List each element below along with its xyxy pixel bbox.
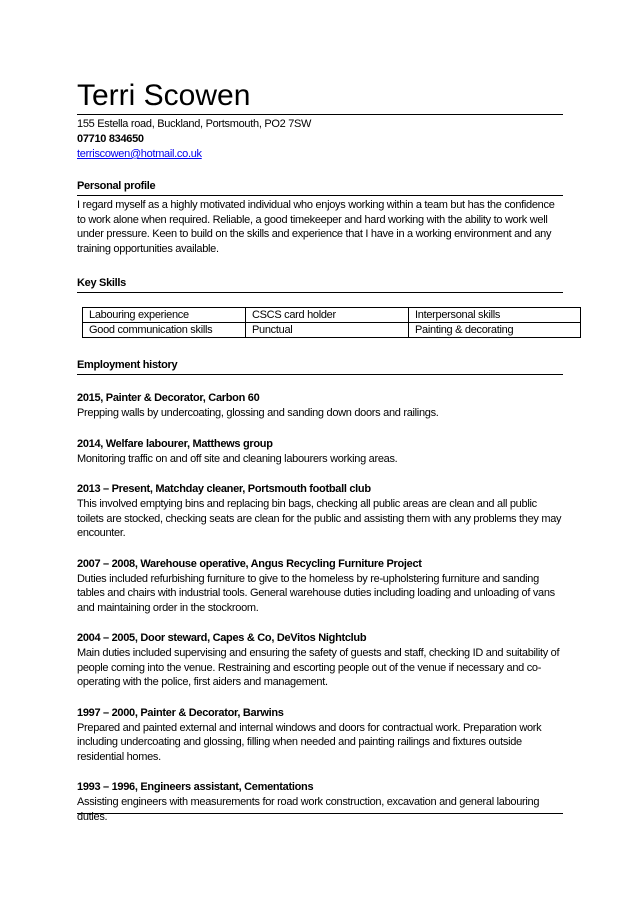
job-title: 1993 – 1996, Engineers assistant, Cementations bbox=[77, 781, 314, 793]
section-title-profile: Personal profile bbox=[77, 180, 156, 192]
job-title: 2014, Welfare labourer, Matthews group bbox=[77, 437, 273, 450]
job-entry bbox=[77, 631, 563, 690]
job-entry bbox=[77, 482, 563, 541]
section-title-employment: Employment history bbox=[77, 359, 178, 371]
email-link[interactable]: terriscowen@hotmail.co.uk bbox=[77, 148, 202, 160]
phone-number: 07710 834650 bbox=[77, 133, 144, 145]
job-title: 2015, Painter & Decorator, Carbon 60 bbox=[77, 392, 260, 404]
job-entry bbox=[77, 780, 563, 824]
job-title: 2007 – 2008, Warehouse operative, Angus Recycling Furniture Project bbox=[77, 557, 422, 570]
section-rule bbox=[77, 195, 563, 196]
job-description: Main duties included supervising and ensuring the safety of guests and staff, checking ID and suitability of people coming into the venue. Restraining and escorting people out of the venue if necessary and co-operating with the police, first aiders and management. bbox=[77, 647, 560, 688]
job-title: 1997 – 2000, Painter & Decorator, Barwins bbox=[77, 706, 284, 719]
profile-text: I regard myself as a highly motivated individual who enjoys working within a team but has the confidence to work alone when required. Reliable, a good timekeeper and hard working with the ability to work well under pressure. Keen to build on the skills and experience that I have in a working environment and any training opportunities available. bbox=[77, 199, 555, 255]
job-entry bbox=[77, 391, 563, 421]
job-entry bbox=[77, 706, 563, 765]
skill-cell: Interpersonal skills bbox=[409, 308, 581, 323]
job-description: Duties included refurbishing furniture to give to the homeless by re-upholstering furniture and sanding tables and chairs with industrial tools. General warehouse duties including loading and unloading of vans and maintaining order in the stockroom. bbox=[77, 572, 555, 614]
job-entry bbox=[77, 557, 563, 616]
section-title-skills: Key Skills bbox=[77, 277, 126, 289]
job-entry bbox=[77, 437, 563, 467]
skill-cell: Good communication skills bbox=[83, 323, 246, 338]
job-title: 2013 – Present, Matchday cleaner, Portsmouth football club bbox=[77, 483, 371, 495]
section-rule bbox=[77, 292, 563, 293]
header-rule bbox=[77, 114, 563, 115]
cv-document bbox=[77, 78, 563, 824]
address: 155 Estella road, Buckland, Portsmouth, PO2 7SW bbox=[77, 118, 312, 130]
skill-cell: Punctual bbox=[246, 323, 409, 338]
candidate-name: Terri Scowen bbox=[77, 79, 251, 112]
skill-cell: CSCS card holder bbox=[246, 308, 409, 323]
table-row bbox=[83, 323, 581, 338]
job-description: Prepping walls by undercoating, glossing and sanding down doors and railings. bbox=[77, 407, 439, 419]
skill-cell: Labouring experience bbox=[83, 308, 246, 323]
job-description: Prepared and painted external and internal windows and doors for contractual work. Preparation work including undercoating and glossing, filling when needed and painting railings and fixtures outside residential homes. bbox=[77, 721, 542, 763]
skills-table bbox=[82, 307, 581, 338]
skill-cell: Painting & decorating bbox=[409, 323, 581, 338]
job-description: Monitoring traffic on and off site and cleaning labourers working areas. bbox=[77, 452, 398, 465]
job-description: This involved emptying bins and replacing bin bags, checking all public areas are clean and all public toilets are stocked, checking seats are clean for the public and assisting them with any problems they may encounter. bbox=[77, 498, 562, 539]
table-row bbox=[83, 308, 581, 323]
job-description: Assisting engineers with measurements for road work construction, excavation and general labouring duties. bbox=[77, 796, 540, 823]
job-title: 2004 – 2005, Door steward, Capes & Co, DeVitos Nightclub bbox=[77, 632, 367, 644]
footer-rule bbox=[77, 813, 563, 814]
contact-block bbox=[77, 117, 563, 162]
section-rule bbox=[77, 374, 563, 375]
